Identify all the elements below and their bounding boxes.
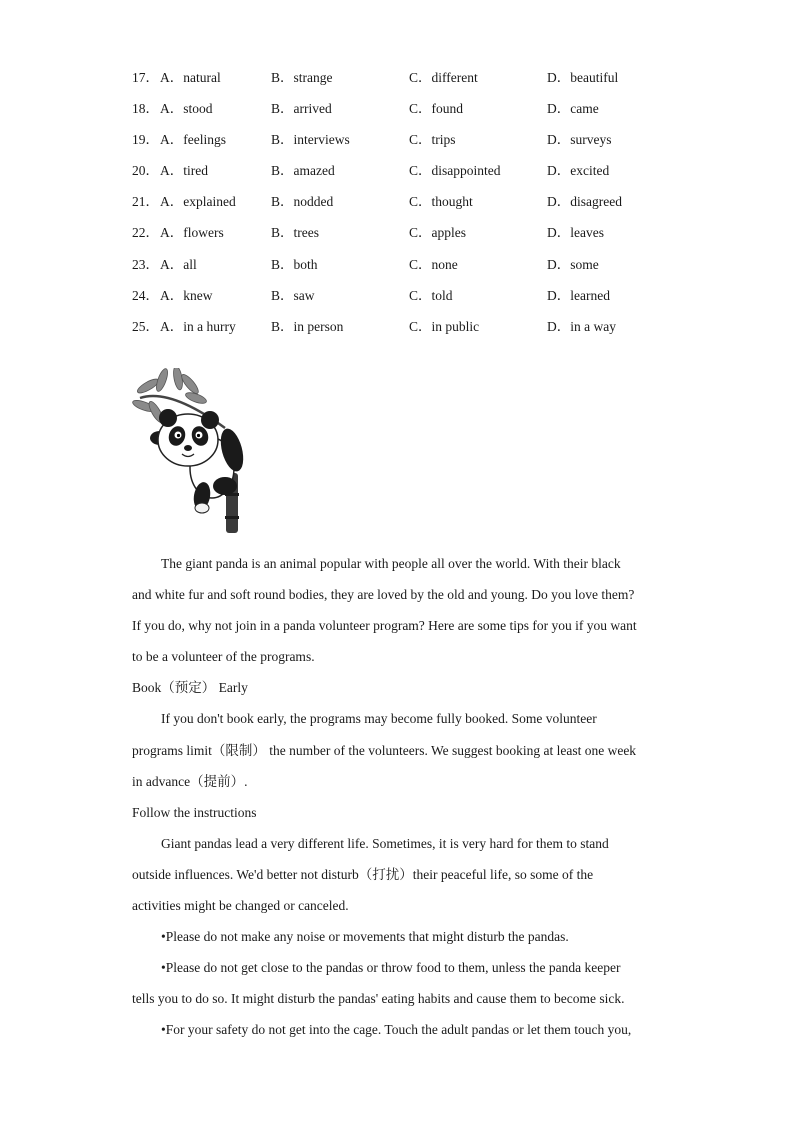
question-row-21	[132, 190, 692, 221]
option-a: A．knew	[160, 287, 213, 303]
option-d: D．surveys	[547, 132, 612, 148]
paragraph-line: in advance（提前）.	[132, 773, 248, 789]
option-b: B．amazed	[271, 163, 335, 179]
question-number: 21．	[132, 194, 159, 210]
option-c: C．apples	[409, 225, 466, 241]
option-b: B．trees	[271, 225, 319, 241]
option-d: D．excited	[547, 163, 610, 179]
question-number: 17．	[132, 70, 159, 85]
panda-illustration	[130, 368, 280, 538]
question-row-20	[132, 159, 692, 190]
option-c: C．found	[409, 101, 463, 117]
option-c: C．disappointed	[409, 163, 501, 179]
option-c: C．different	[409, 70, 478, 85]
option-a: A．in a hurry	[160, 318, 236, 334]
question-row-19	[132, 128, 692, 159]
option-a: A．all	[160, 256, 197, 272]
option-c: C．trips	[409, 132, 456, 148]
bullet-item: •For your safety do not get into the cage. Touch the adult pandas or let them touch you,	[161, 1022, 632, 1038]
option-a: A．tired	[160, 163, 208, 179]
paragraph-line: programs limit（限制） the number of the volunteers. We suggest booking at least one week	[132, 742, 637, 758]
question-number: 25．	[132, 318, 159, 334]
option-a: A．stood	[160, 101, 213, 117]
option-b: B．in person	[271, 318, 344, 334]
option-a: A．explained	[160, 194, 236, 210]
option-c: C．in public	[409, 318, 480, 334]
option-d: D．leaves	[547, 225, 604, 241]
option-d: D．disagreed	[547, 194, 622, 210]
option-d: D．some	[547, 256, 599, 272]
reading-passage	[132, 553, 662, 1051]
option-d: D．came	[547, 101, 599, 117]
paragraph-line: The giant panda is an animal popular with people all over the world. With their black	[161, 556, 621, 571]
option-a: A．flowers	[160, 225, 224, 241]
option-d: D．in a way	[547, 318, 616, 334]
option-c: C．thought	[409, 194, 473, 210]
question-number: 18．	[132, 101, 159, 117]
question-number: 24．	[132, 287, 159, 303]
option-b: B．interviews	[271, 132, 350, 148]
question-number: 22．	[132, 225, 159, 241]
paragraph-line: Giant pandas lead a very different life. Sometimes, it is very hard for them to stand	[161, 835, 609, 851]
paragraph-line: If you don't book early, the programs may become fully booked. Some volunteer	[161, 711, 597, 727]
paragraph-line: and white fur and soft round bodies, they are loved by the old and young. Do you love them?	[132, 587, 635, 603]
bullet-item: •Please do not make any noise or movements that might disturb the pandas.	[161, 929, 569, 945]
option-a: A．natural	[160, 70, 221, 85]
section-heading-instructions: Follow the instructions	[132, 804, 257, 820]
option-d: D．learned	[547, 287, 610, 303]
option-b: B．arrived	[271, 101, 332, 117]
question-number: 19．	[132, 132, 159, 148]
question-row-22	[132, 221, 692, 252]
question-row-18	[132, 97, 692, 128]
question-number: 23．	[132, 256, 159, 272]
question-row-25	[132, 315, 692, 346]
option-c: C．told	[409, 287, 453, 303]
paragraph-line: If you do, why not join in a panda volunteer program? Here are some tips for you if you want	[132, 618, 637, 634]
option-b: B．both	[271, 256, 318, 272]
option-a: A．feelings	[160, 132, 226, 148]
panda-on-bamboo-icon	[130, 368, 280, 538]
option-b: B．nodded	[271, 194, 334, 210]
paragraph-line: to be a volunteer of the programs.	[132, 649, 315, 665]
answer-options	[132, 66, 692, 346]
option-b: B．saw	[271, 287, 315, 303]
option-d: D．beautiful	[547, 70, 619, 85]
paragraph-line: outside influences. We'd better not disturb（打扰）their peaceful life, so some of the	[132, 866, 594, 882]
bullet-item-continuation: tells you to do so. It might disturb the pandas' eating habits and cause them to become sick.	[132, 991, 625, 1007]
paragraph-line: activities might be changed or canceled.	[132, 898, 349, 914]
question-row-24	[132, 284, 692, 315]
option-b: B．strange	[271, 70, 333, 85]
option-c: C．none	[409, 256, 458, 272]
question-number: 20．	[132, 163, 159, 179]
section-heading-book-early: Book（预定） Early	[132, 680, 248, 696]
bullet-item: •Please do not get close to the pandas or throw food to them, unless the panda keeper	[161, 960, 621, 976]
question-row-17	[132, 66, 692, 97]
question-row-23	[132, 253, 692, 284]
